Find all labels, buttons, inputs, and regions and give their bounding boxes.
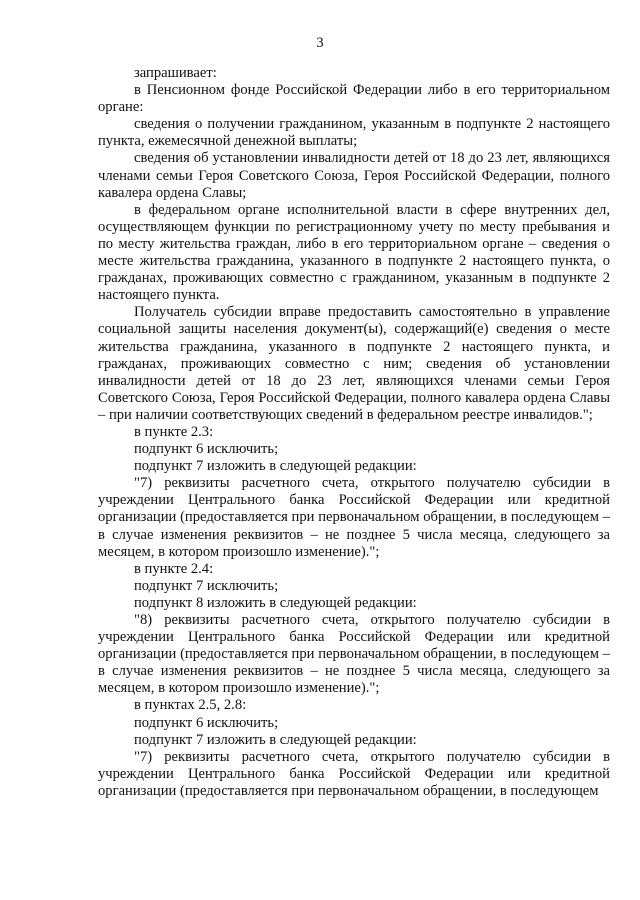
paragraph: подпункт 7 изложить в следующей редакции: [134, 458, 417, 475]
page-number: 3 [316, 35, 324, 51]
paragraph: в Пенсионном фонде Российской Федерации либо в его территориальном органе: [98, 82, 610, 116]
paragraph: подпункт 7 исключить; [134, 577, 279, 594]
paragraph: "7) реквизиты расчетного счета, открытого получателю субсидии в учреждении Центрального банка Российской Федерации или кредитной организации (предоставляется при первоначальном обращении, в последующем [98, 748, 610, 799]
paragraph: в пункте 2.4: [134, 560, 214, 577]
paragraph: подпункт 8 изложить в следующей редакции: [134, 594, 417, 611]
paragraph: в пункте 2.3: [134, 423, 214, 440]
document-body [98, 65, 610, 800]
paragraph: запрашивает: [134, 65, 217, 81]
paragraph: подпункт 7 изложить в следующей редакции: [134, 731, 417, 748]
paragraph: "7) реквизиты расчетного счета, открытого получателю субсидии в учреждении Центрального банка Российской Федерации или кредитной организации (предоставляется при первоначальном обращении, в последующем – в случае изменения реквизитов – не позднее 5 числа месяца, следующего за месяцем, в котором произошло изменение)."; [98, 475, 610, 560]
paragraph: подпункт 6 исключить; [134, 441, 279, 458]
paragraph: "8) реквизиты расчетного счета, открытого получателю субсидии в учреждении Центрального банка Российской Федерации или кредитной организации (предоставляется при первоначальном обращении, в последующем – в случае изменения реквизитов – не позднее 5 числа месяца, следующего за месяцем, в котором произошло изменение)."; [98, 612, 610, 697]
paragraph: в пунктах 2.5, 2.8: [134, 697, 247, 714]
paragraph: сведения о получении гражданином, указанным в подпункте 2 настоящего пункта, ежемесячной денежной выплаты; [98, 116, 610, 150]
paragraph: в федеральном органе исполнительной власти в сфере внутренних дел, осуществляющем функции по регистрационному учету по месту пребывания и по месту жительства граждан, либо в его территориальном органе – сведения о месте жительства гражданина, указанного в подпункте 2 настоящего пункта, о гражданах, проживающих совместно с гражданином, указанным в подпункте 2 настоящего пункта. [98, 201, 610, 304]
paragraph: Получатель субсидии вправе предоставить самостоятельно в управление социальной защиты населения документ(ы), содержащий(е) сведения о месте жительства гражданина, указанного в подпункте 2 настоящего пункта, и гражданах, проживающих совместно с ним; сведения об установлении инвалидности детей от 18 до 23 лет, являющихся членами семьи Героя Советского Союза, Героя Российской Федерации, полного кавалера ордена Славы – при наличии соответствующих сведений в федеральном реестре инвалидов."; [98, 304, 610, 423]
paragraph: подпункт 6 исключить; [134, 714, 279, 731]
paragraph: сведения об установлении инвалидности детей от 18 до 23 лет, являющихся членами семьи Героя Советского Союза, Героя Российской Федерации, полного кавалера ордена Славы; [98, 150, 610, 201]
